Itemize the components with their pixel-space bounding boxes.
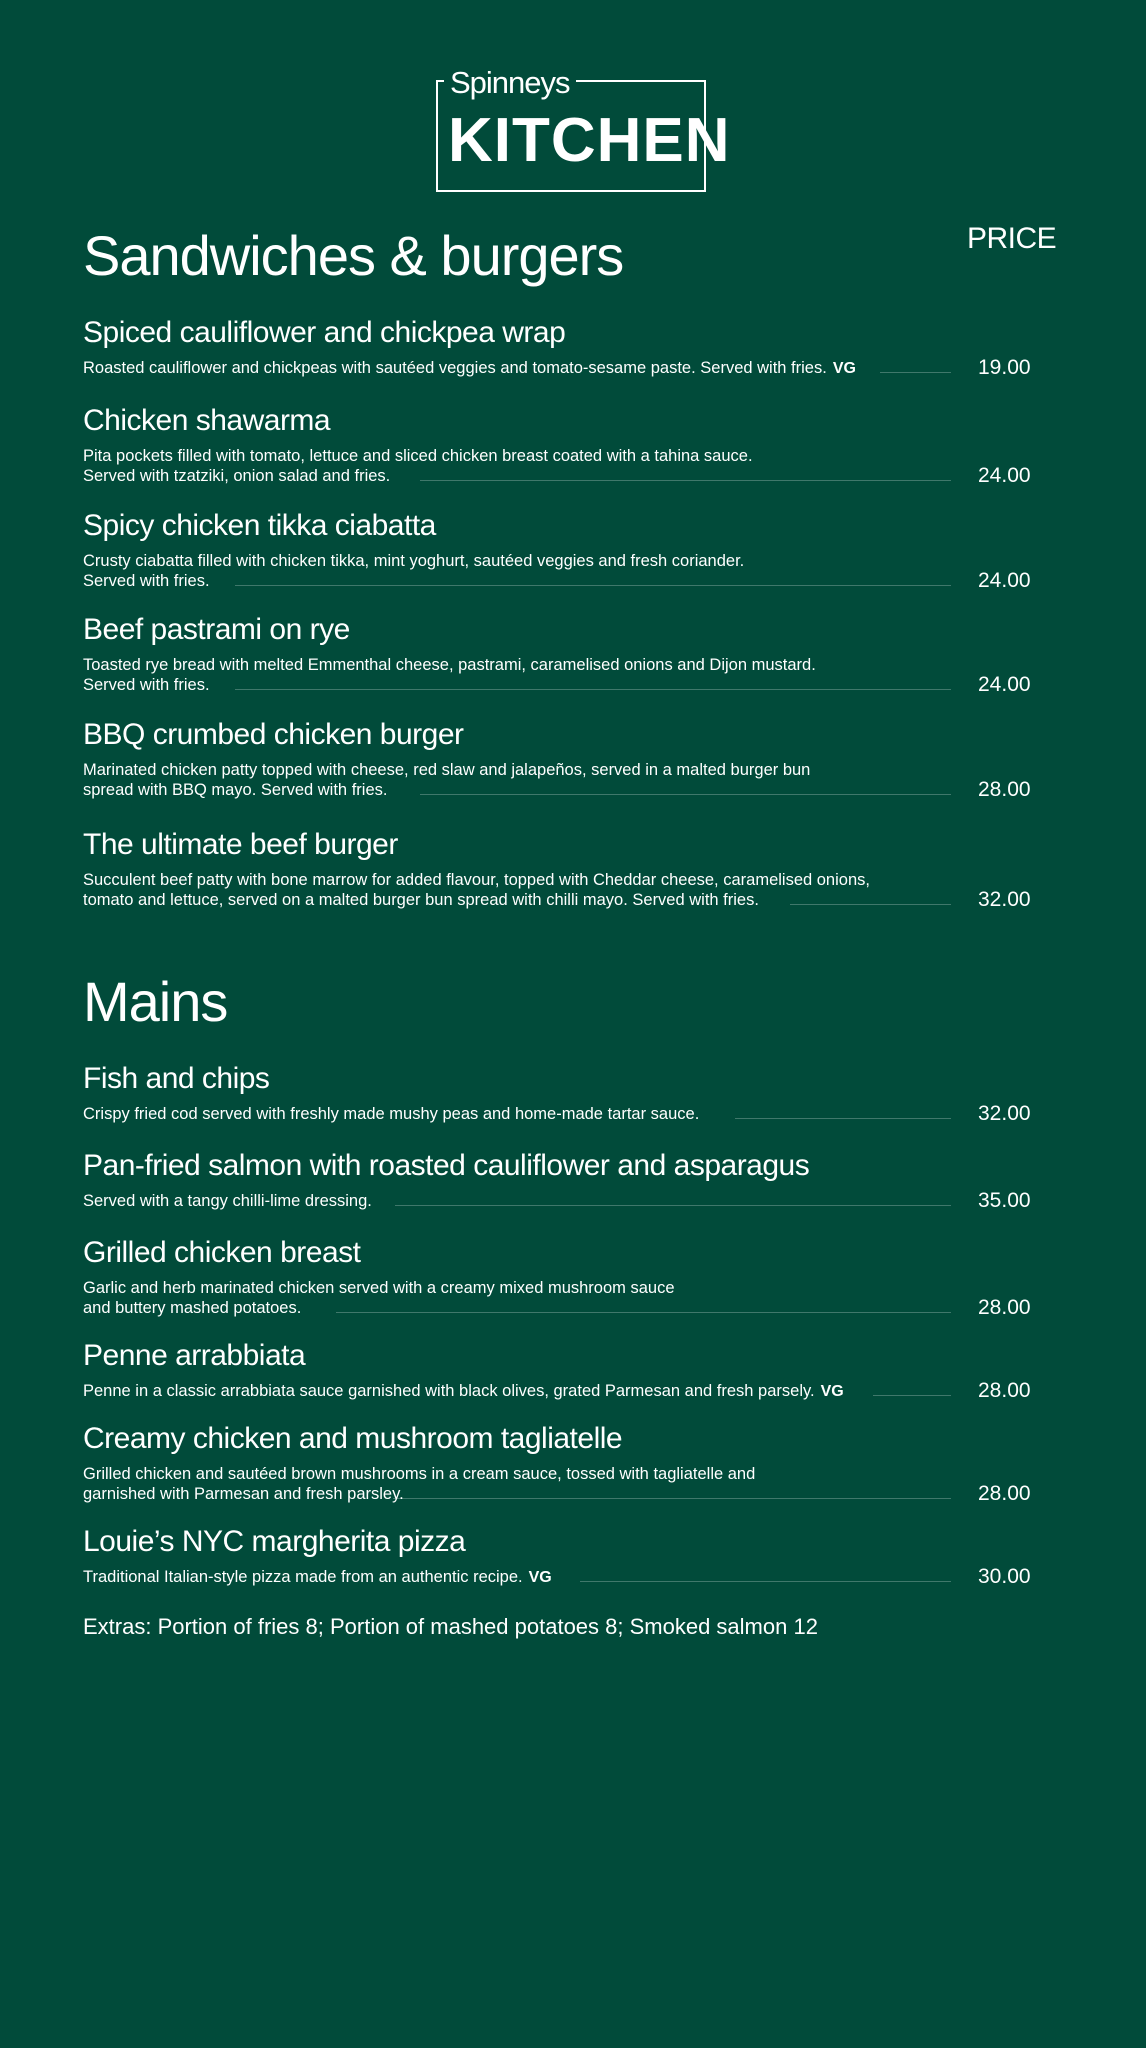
menu-item-name: The ultimate beef burger <box>83 828 398 861</box>
description-text: Toasted rye bread with melted Emmenthal cheese, pastrami, caramelised onions and Dijon mustard. <box>83 656 816 674</box>
description-text: Served with fries. <box>83 676 210 694</box>
menu-item-name: Beef pastrami on rye <box>83 613 350 646</box>
menu-item <box>83 1062 1043 1124</box>
menu-item-name: Creamy chicken and mushroom tagliatelle <box>83 1422 623 1455</box>
menu-item-price: 19.00 <box>978 356 1031 379</box>
menu-item-description <box>83 1381 1043 1402</box>
menu-item-price: 32.00 <box>978 888 1031 911</box>
menu-item-price: 24.00 <box>978 569 1031 592</box>
menu-item-description <box>83 870 1043 890</box>
menu-item-name: Chicken shawarma <box>83 404 331 437</box>
leader-line <box>880 372 951 373</box>
description-text: Served with tzatziki, onion salad and fries. <box>83 467 391 485</box>
menu-item-description <box>83 1104 1043 1124</box>
menu-item <box>83 718 1043 800</box>
leader-line <box>420 794 951 795</box>
description-text: Crispy fried cod served with freshly made mushy peas and home-made tartar sauce. <box>83 1105 700 1123</box>
description-text: Crusty ciabatta filled with chicken tikka, mint yoghurt, sautéed veggies and fresh coriander. <box>83 552 745 570</box>
menu-item <box>83 1525 1043 1588</box>
menu-item-name: Pan-fried salmon with roasted cauliflower and asparagus <box>83 1149 810 1182</box>
description-text: Served with a tangy chilli-lime dressing. <box>83 1192 372 1210</box>
menu-item-description <box>83 1484 1043 1504</box>
menu-item <box>83 1339 1043 1402</box>
menu-item <box>83 828 1043 910</box>
menu-item-price: 35.00 <box>978 1189 1031 1212</box>
leader-line <box>790 904 951 905</box>
menu-item-description <box>83 1567 1043 1588</box>
extras-note: Extras: Portion of fries 8; Portion of mashed potatoes 8; Smoked salmon 12 <box>83 1614 818 1639</box>
menu-item-name: Spiced cauliflower and chickpea wrap <box>83 316 566 349</box>
menu-item <box>83 613 1043 695</box>
menu-item-description <box>83 655 1043 675</box>
menu-item-price: 30.00 <box>978 1565 1031 1588</box>
leader-line <box>393 1498 951 1499</box>
menu-item-description <box>83 466 1043 486</box>
menu-item-name: BBQ crumbed chicken burger <box>83 718 464 751</box>
description-text: and buttery mashed potatoes. <box>83 1299 302 1317</box>
description-text: tomato and lettuce, served on a malted burger bun spread with chilli mayo. Served with fries. <box>83 891 759 909</box>
leader-line <box>235 689 951 690</box>
menu-item-description <box>83 675 1043 695</box>
menu-item <box>83 404 1043 486</box>
menu-item-price: 24.00 <box>978 464 1031 487</box>
menu-item-price: 28.00 <box>978 1482 1031 1505</box>
menu-item-name: Spicy chicken tikka ciabatta <box>83 509 436 542</box>
menu-item-description <box>83 446 1043 466</box>
menu-item-price: 28.00 <box>978 778 1031 801</box>
price-header: PRICE <box>967 222 1057 255</box>
menu-item-description <box>83 1298 1043 1318</box>
description-text: Served with fries. <box>83 572 210 590</box>
description-text: Pita pockets filled with tomato, lettuce and sliced chicken breast coated with a tahina sauce. <box>83 447 753 465</box>
description-text: Roasted cauliflower and chickpeas with sautéed veggies and tomato-sesame paste. Served with fries. <box>83 359 827 377</box>
menu-item <box>83 1422 1043 1504</box>
vegan-badge: VG <box>820 1383 844 1400</box>
description-text: spread with BBQ mayo. Served with fries. <box>83 781 388 799</box>
menu-item-description <box>83 358 1043 379</box>
logo-brand: Spinneys <box>444 66 576 100</box>
description-text: Garlic and herb marinated chicken served with a creamy mixed mushroom sauce <box>83 1279 675 1297</box>
menu-item-price: 28.00 <box>978 1379 1031 1402</box>
leader-line <box>395 1205 951 1206</box>
menu-item-description <box>83 1278 1043 1298</box>
leader-line <box>580 1581 951 1582</box>
menu-item <box>83 316 1043 379</box>
leader-line <box>235 585 951 586</box>
menu-item <box>83 509 1043 591</box>
logo-name: KITCHEN <box>448 106 731 175</box>
menu-item-description <box>83 780 1043 800</box>
menu-item-description <box>83 571 1043 591</box>
menu-item-name: Louie’s NYC margherita pizza <box>83 1525 466 1558</box>
leader-line <box>735 1118 951 1119</box>
description-text: Marinated chicken patty topped with cheese, red slaw and jalapeños, served in a malted burger bun <box>83 761 811 779</box>
menu-item-price: 28.00 <box>978 1296 1031 1319</box>
menu-item <box>83 1236 1043 1318</box>
menu-item <box>83 1149 1043 1211</box>
menu-item-price: 24.00 <box>978 673 1031 696</box>
description-text: garnished with Parmesan and fresh parsley. <box>83 1485 404 1503</box>
menu-item-description <box>83 551 1043 571</box>
description-text: Traditional Italian-style pizza made from an authentic recipe. <box>83 1568 523 1586</box>
menu-item-description <box>83 1464 1043 1484</box>
menu-item-name: Grilled chicken breast <box>83 1236 361 1269</box>
description-text: Penne in a classic arrabbiata sauce garnished with black olives, grated Parmesan and fresh parsely. <box>83 1382 815 1400</box>
menu-item-name: Penne arrabbiata <box>83 1339 306 1372</box>
menu-item-description <box>83 890 1043 910</box>
vegan-badge: VG <box>528 1569 552 1586</box>
spinneys-kitchen-logo <box>434 65 731 194</box>
menu-item-price: 32.00 <box>978 1102 1031 1125</box>
menu-item-name: Fish and chips <box>83 1062 270 1095</box>
leader-line <box>336 1312 951 1313</box>
section-title-sandwiches: Sandwiches & burgers <box>83 224 624 287</box>
description-text: Grilled chicken and sautéed brown mushrooms in a cream sauce, tossed with tagliatelle and <box>83 1465 756 1483</box>
menu-item-description <box>83 1191 1043 1211</box>
menu-item-description <box>83 760 1043 780</box>
vegan-badge: VG <box>832 360 856 377</box>
leader-line <box>873 1395 951 1396</box>
section-title-mains: Mains <box>83 970 228 1033</box>
leader-line <box>420 480 951 481</box>
description-text: Succulent beef patty with bone marrow for added flavour, topped with Cheddar cheese, caramelised onions, <box>83 871 870 889</box>
